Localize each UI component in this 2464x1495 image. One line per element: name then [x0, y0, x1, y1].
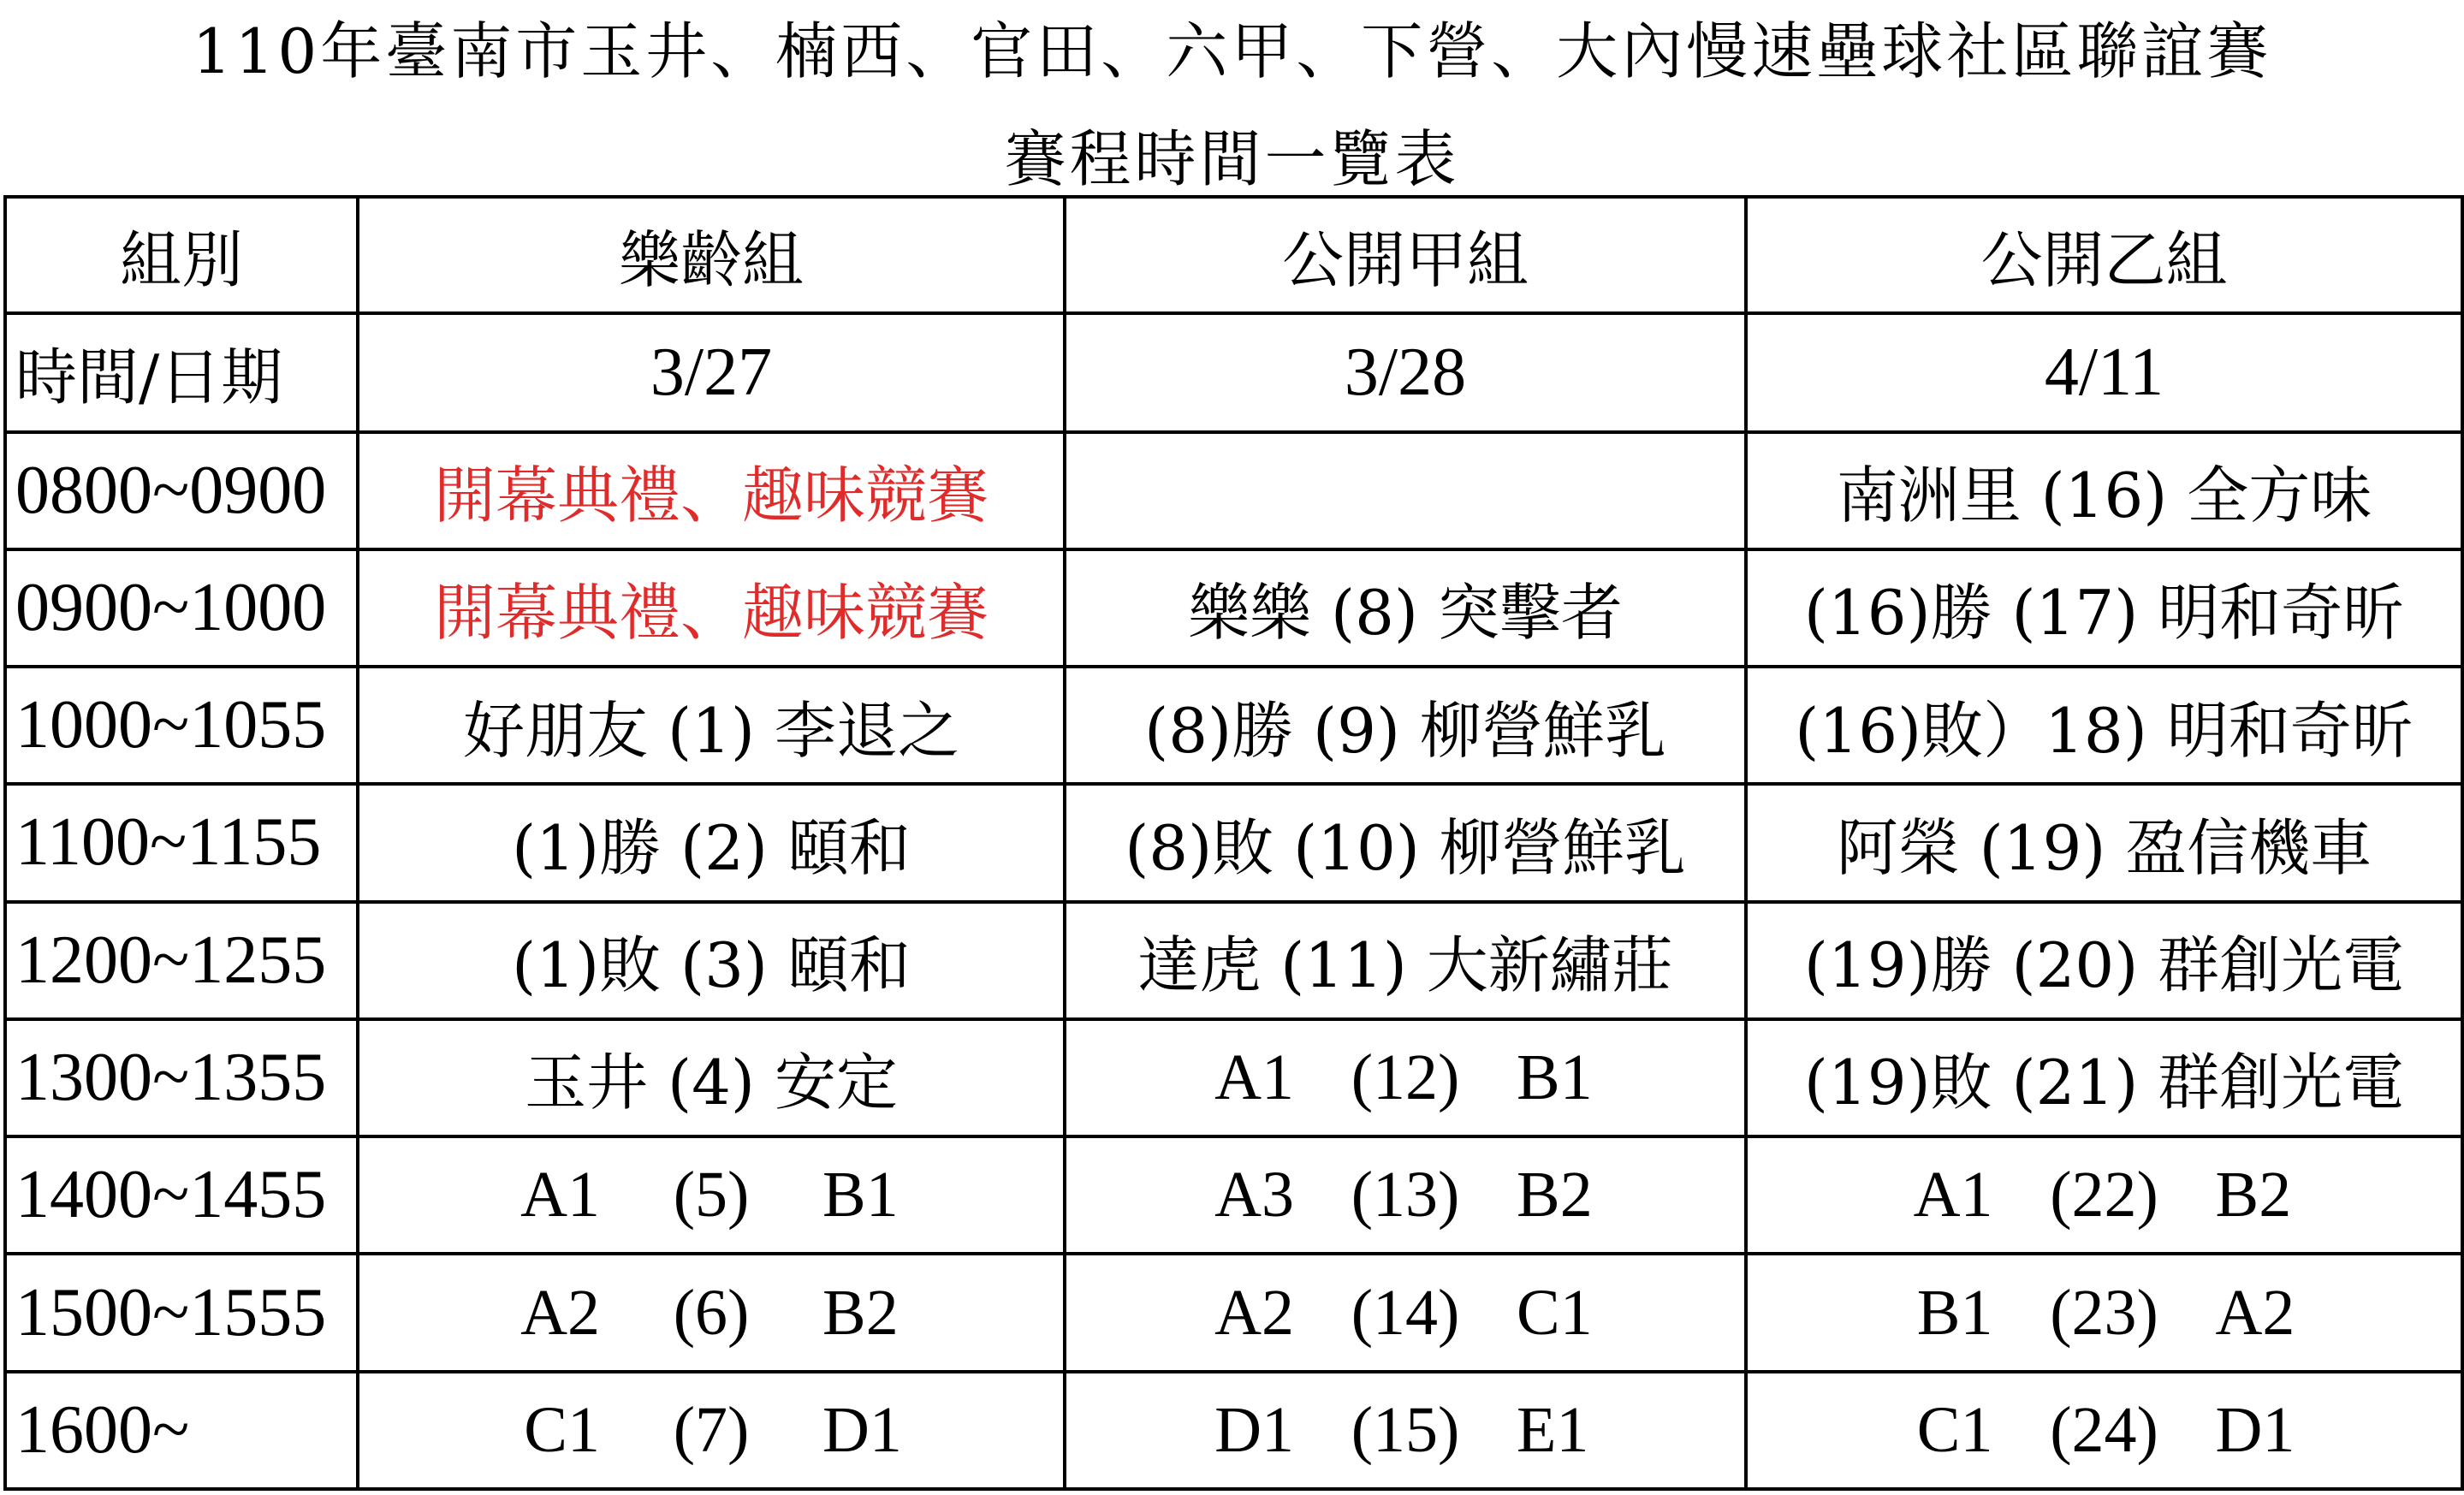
table-row — [5, 784, 2462, 901]
time-slot-cell: 1200~1255 — [5, 902, 358, 1019]
time-slot-cell: 1300~1355 — [5, 1019, 358, 1136]
date-cell-open-a: 3/28 — [1065, 313, 1746, 431]
match-cell-open-b: (16)勝 (17) 明和奇昕 — [1746, 549, 2462, 667]
match-cell-open-b: (16)敗）18) 明和奇昕 — [1746, 667, 2462, 784]
team-a: A2 — [520, 1276, 600, 1349]
match-cell-open-a: 達虎 (11) 大新繡莊 — [1065, 902, 1746, 1019]
time-slot-cell: 1000~1055 — [5, 667, 358, 784]
team-a: A1 — [1913, 1159, 1993, 1231]
match-cell-open-a — [1065, 1136, 1746, 1254]
match-pairing — [1166, 1276, 1645, 1350]
team-a: C1 — [1916, 1393, 1993, 1466]
match-cell-open-a: (8)敗 (10) 柳營鮮乳 — [1065, 784, 1746, 901]
match-cell-open-b: (19)勝 (20) 群創光電 — [1746, 902, 2462, 1019]
match-number: (23) — [2050, 1276, 2158, 1349]
match-cell-senior: (1)敗 (3) 頤和 — [358, 902, 1065, 1019]
time-slot-cell: 0900~1000 — [5, 549, 358, 667]
team-b: B2 — [2215, 1159, 2292, 1231]
match-number: (24) — [2050, 1393, 2158, 1466]
team-b: B2 — [822, 1276, 899, 1349]
match-cell-open-b: 南洲里 (16) 全方味 — [1746, 432, 2462, 549]
time-date-label-cell: 時間/日期 — [5, 313, 358, 431]
table-row — [5, 549, 2462, 667]
match-cell-open-b — [1746, 1136, 2462, 1254]
column-header-senior: 樂齡組 — [358, 197, 1065, 313]
time-slot-cell: 1400~1455 — [5, 1136, 358, 1254]
match-number: (13) — [1351, 1159, 1460, 1231]
match-pairing — [1865, 1158, 2344, 1232]
match-cell-senior: 玉井 (4) 安定 — [358, 1019, 1065, 1136]
match-cell-senior: 開幕典禮、趣味競賽 — [358, 549, 1065, 667]
team-b: E1 — [1517, 1393, 1589, 1466]
match-cell-senior — [358, 1372, 1065, 1489]
match-number: (14) — [1351, 1276, 1460, 1349]
team-b: D1 — [822, 1393, 902, 1466]
team-b: C1 — [1517, 1276, 1593, 1349]
match-pairing — [1865, 1393, 2344, 1468]
match-number: (7) — [673, 1393, 750, 1466]
date-cell-senior: 3/27 — [358, 313, 1065, 431]
match-cell-open-b — [1746, 1254, 2462, 1371]
team-a: A3 — [1214, 1159, 1294, 1231]
schedule-table — [3, 195, 2464, 1491]
column-header-open-b: 公開乙組 — [1746, 197, 2462, 313]
team-b: B1 — [822, 1159, 899, 1231]
team-a: A2 — [1214, 1276, 1294, 1349]
group-label-cell: 組別 — [5, 197, 358, 313]
match-number: (5) — [673, 1159, 750, 1231]
match-cell-senior: 開幕典禮、趣味競賽 — [358, 432, 1065, 549]
match-cell-open-a: (8)勝 (9) 柳營鮮乳 — [1065, 667, 1746, 784]
time-slot-cell: 1500~1555 — [5, 1254, 358, 1371]
team-b: A2 — [2215, 1276, 2295, 1349]
table-row — [5, 1136, 2462, 1254]
match-pairing — [1166, 1158, 1645, 1232]
page-title: 110年臺南市玉井、楠西、官田、六甲、下營、大內慢速壘球社區聯誼賽 — [192, 15, 2272, 87]
match-cell-senior: 好朋友 (1) 李退之 — [358, 667, 1065, 784]
table-row — [5, 902, 2462, 1019]
time-slot-cell: 0800~0900 — [5, 432, 358, 549]
match-number: (12) — [1351, 1041, 1460, 1113]
match-cell-open-a — [1065, 1254, 1746, 1371]
match-cell-open-a — [1065, 1372, 1746, 1489]
match-pairing — [1166, 1041, 1645, 1115]
date-cell-open-b: 4/11 — [1746, 313, 2462, 431]
match-cell-senior — [358, 1254, 1065, 1371]
match-pairing — [1865, 1276, 2344, 1350]
table-row — [5, 1019, 2462, 1136]
match-cell-senior: (1)勝 (2) 頤和 — [358, 784, 1065, 901]
match-number: (6) — [673, 1276, 750, 1349]
match-cell-open-a — [1065, 1019, 1746, 1136]
column-header-open-a: 公開甲組 — [1065, 197, 1746, 313]
header-row-group — [5, 197, 2462, 313]
match-cell-open-a — [1065, 432, 1746, 549]
team-a: C1 — [524, 1393, 600, 1466]
table-row — [5, 667, 2462, 784]
match-cell-open-b — [1746, 1372, 2462, 1489]
table-row — [5, 432, 2462, 549]
match-pairing — [472, 1393, 951, 1468]
match-cell-open-a: 樂樂 (8) 突擊者 — [1065, 549, 1746, 667]
team-a: B1 — [1916, 1276, 1993, 1349]
header-row-date — [5, 313, 2462, 431]
match-pairing — [472, 1158, 951, 1232]
match-cell-open-b: 阿榮 (19) 盈信機車 — [1746, 784, 2462, 901]
team-a: D1 — [1214, 1393, 1294, 1466]
team-a: A1 — [1214, 1041, 1294, 1113]
team-a: A1 — [520, 1159, 600, 1231]
table-row — [5, 1254, 2462, 1371]
team-b: B1 — [1517, 1041, 1593, 1113]
schedule-body — [5, 197, 2462, 1489]
match-number: (22) — [2050, 1159, 2158, 1231]
time-slot-cell: 1100~1155 — [5, 784, 358, 901]
match-pairing — [1166, 1393, 1645, 1468]
match-cell-senior — [358, 1136, 1065, 1254]
page-subtitle: 賽程時間一覽表 — [1004, 123, 1460, 195]
team-b: D1 — [2215, 1393, 2295, 1466]
time-slot-cell: 1600~ — [5, 1372, 358, 1489]
match-cell-open-b: (19)敗 (21) 群創光電 — [1746, 1019, 2462, 1136]
team-b: B2 — [1517, 1159, 1593, 1231]
match-number: (15) — [1351, 1393, 1460, 1466]
table-row — [5, 1372, 2462, 1489]
match-pairing — [472, 1276, 951, 1350]
